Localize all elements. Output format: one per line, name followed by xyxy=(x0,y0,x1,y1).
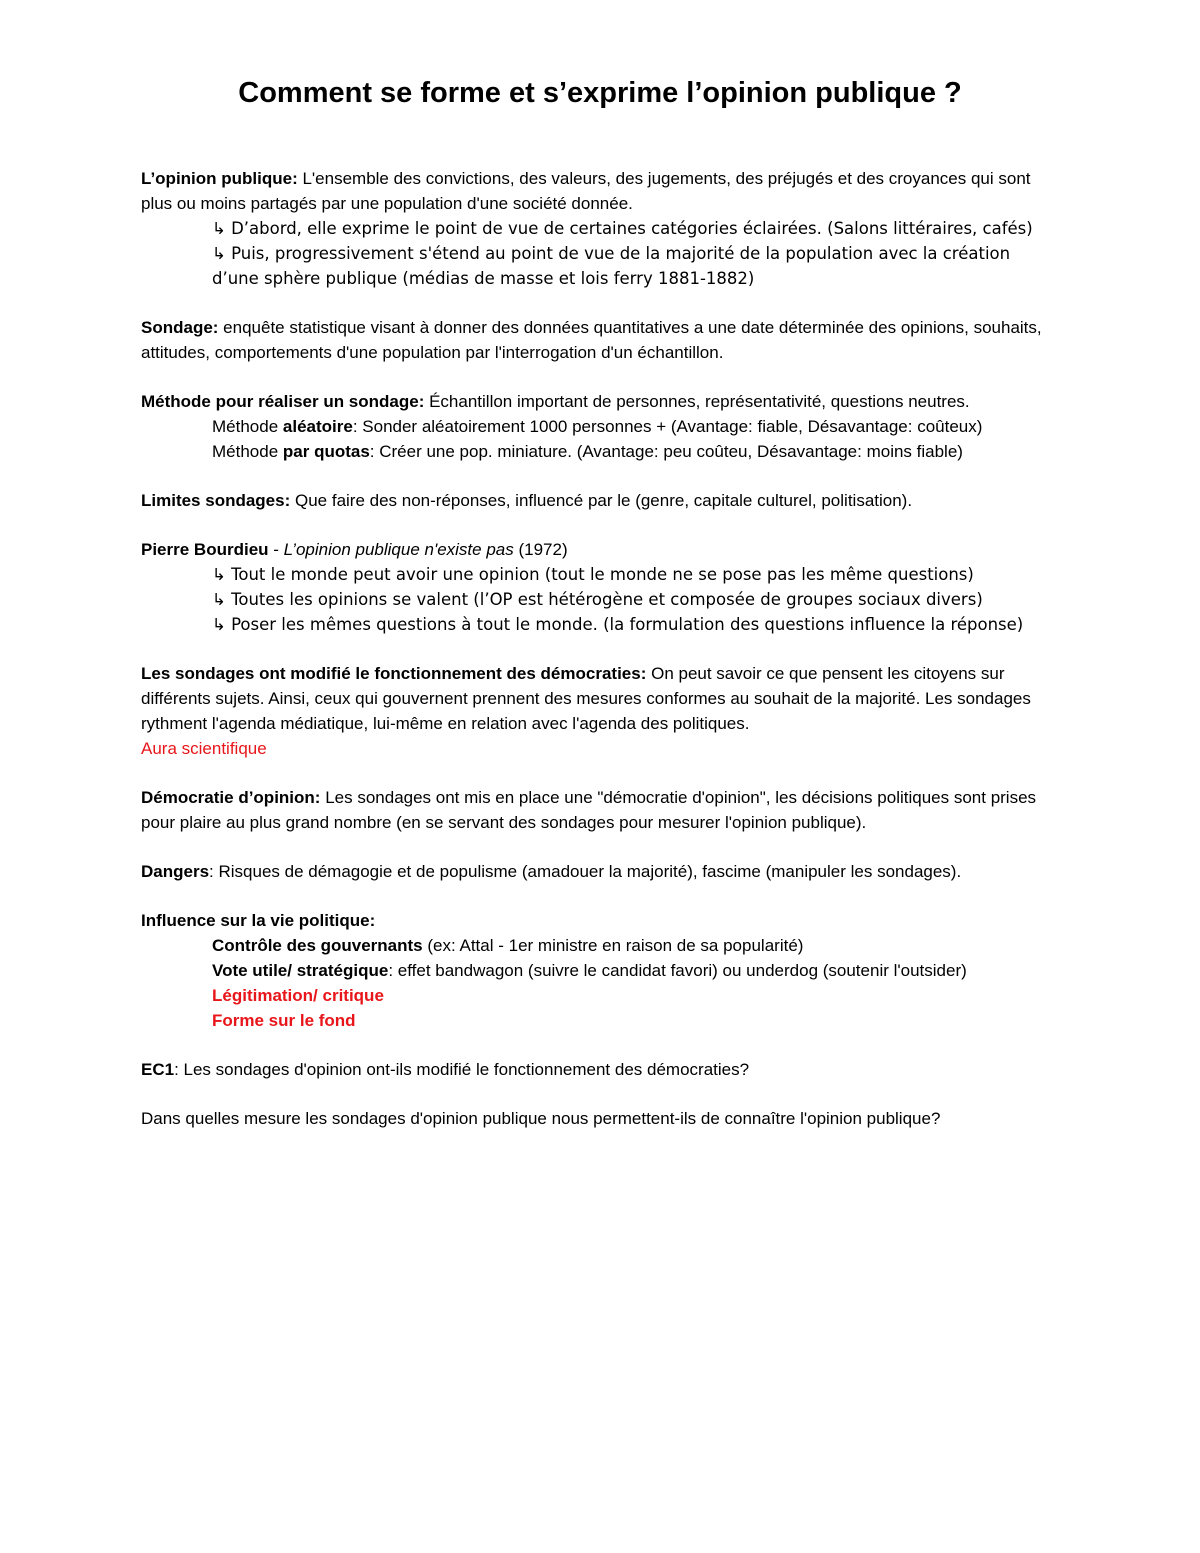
methode-aleatoire xyxy=(141,414,1061,439)
influence-controle-text: (ex: Attal - 1er ministre en raison de sa popularité) xyxy=(422,936,804,955)
influence-forme xyxy=(141,1008,1061,1033)
opinion-term: L’opinion publique: xyxy=(141,169,298,188)
bourdieu-point-2: ↳ Toutes les opinions se valent (l’OP est hétérogène et composée de groupes sociaux divers) xyxy=(212,590,983,609)
democratie-def: Les sondages ont mis en place une "démocratie d'opinion", les décisions politiques sont prises pour plaire au plus grand nombre (en se servant des sondages pour mesurer l'opinion publique). xyxy=(141,788,1037,832)
document-body xyxy=(141,166,1061,1131)
influence-vote xyxy=(141,958,1061,983)
bourdieu-point-1: ↳ Tout le monde peut avoir une opinion (tout le monde ne se pose pas les même questions) xyxy=(212,565,974,584)
sondage-term: Sondage: xyxy=(141,318,219,337)
ec1-term: EC1 xyxy=(141,1060,175,1079)
methode-aleatoire-prefix: Méthode xyxy=(212,417,283,436)
dangers-definition xyxy=(141,859,1061,884)
methode-term: Méthode pour réaliser un sondage: xyxy=(141,392,425,411)
methode-definition xyxy=(141,389,1061,414)
ec1-text: : Les sondages d'opinion ont-ils modifié le fonctionnement des démocraties? xyxy=(174,1060,750,1079)
methode-quotas-term: par quotas xyxy=(282,442,370,461)
influence-legitimation xyxy=(141,983,1061,1008)
limites-def: Que faire des non-réponses, influencé par le (genre, capitale culturel, politisation). xyxy=(290,491,913,510)
influence-controle-term: Contrôle des gouvernants xyxy=(212,936,423,955)
bourdieu-heading xyxy=(141,537,1061,562)
sondage-def: enquête statistique visant à donner des données quantitatives a une date déterminée des opinions, souhaits, attitudes, comportements d'une population par l'interrogation d'un échantillon. xyxy=(141,318,1042,362)
methode-quotas-prefix: Méthode xyxy=(212,442,283,461)
modif-term: Les sondages ont modifié le fonctionnement des démocraties: xyxy=(141,664,647,683)
influence-forme-term: Forme sur le fond xyxy=(212,1011,356,1030)
dangers-term: Dangers xyxy=(141,862,210,881)
democratie-term: Démocratie d’opinion: xyxy=(141,788,321,807)
opinion-point-1: ↳ D’abord, elle exprime le point de vue de certaines catégories éclairées. (Salons littéraires, cafés) xyxy=(212,219,1033,238)
modif-def: On peut savoir ce que pensent les citoyens sur différents sujets. Ainsi, ceux qui gouvernent prennent des mesures conformes au souhait de la majorité. Les sondages rythment l'agenda médiatique, lui-même en relation avec l'agenda des politiques. xyxy=(141,664,1031,733)
limites-term: Limites sondages: xyxy=(141,491,291,510)
aura-scientifique: Aura scientifique xyxy=(141,739,267,758)
methode-aleatoire-text: : Sonder aléatoirement 1000 personnes + (Avantage: fiable, Désavantage: coûteux) xyxy=(352,417,983,436)
bourdieu-work: L’opinion publique n'existe pas xyxy=(283,540,514,559)
methode-def: Échantillon important de personnes, représentativité, questions neutres. xyxy=(424,392,970,411)
modif-definition xyxy=(141,661,1061,736)
democratie-definition xyxy=(141,785,1061,835)
bourdieu-point-3: ↳ Poser les mêmes questions à tout le monde. (la formulation des questions influence la réponse) xyxy=(212,615,1024,634)
bourdieu-year: (1972) xyxy=(513,540,568,559)
dangers-def: : Risques de démagogie et de populisme (amadouer la majorité), fascime (manipuler les sondages). xyxy=(209,862,962,881)
influence-vote-text: : effet bandwagon (suivre le candidat favori) ou underdog (soutenir l'outsider) xyxy=(388,961,967,980)
methode-aleatoire-term: aléatoire xyxy=(282,417,353,436)
final-question: Dans quelles mesure les sondages d'opinion publique nous permettent-ils de connaître l'opinion publique? xyxy=(141,1109,941,1128)
methode-quotas-text: : Créer une pop. miniature. (Avantage: peu coûteu, Désavantage: moins fiable) xyxy=(369,442,963,461)
bourdieu-name: Pierre Bourdieu xyxy=(141,540,269,559)
ec1-question xyxy=(141,1057,1061,1082)
limites-definition xyxy=(141,488,1061,513)
influence-controle xyxy=(141,933,1061,958)
influence-vote-term: Vote utile/ stratégique xyxy=(212,961,389,980)
opinion-definition xyxy=(141,166,1061,216)
influence-legitimation-term: Légitimation/ critique xyxy=(212,986,384,1005)
opinion-def: L'ensemble des convictions, des valeurs, des jugements, des préjugés et des croyances qui sont plus ou moins partagés par une population d'une société donnée. xyxy=(141,169,1031,213)
opinion-point-2: ↳ Puis, progressivement s'étend au point de vue de la majorité de la population avec la création d’une sphère publique (médias de masse et lois ferry 1881-1882) xyxy=(212,244,1011,288)
bourdieu-separator: - xyxy=(268,540,284,559)
influence-heading xyxy=(141,908,1061,933)
sondage-definition xyxy=(141,315,1061,365)
page-title: Comment se forme et s’exprime l’opinion publique ? xyxy=(238,77,962,109)
influence-term: Influence sur la vie politique: xyxy=(141,911,376,930)
methode-quotas xyxy=(141,439,1061,464)
